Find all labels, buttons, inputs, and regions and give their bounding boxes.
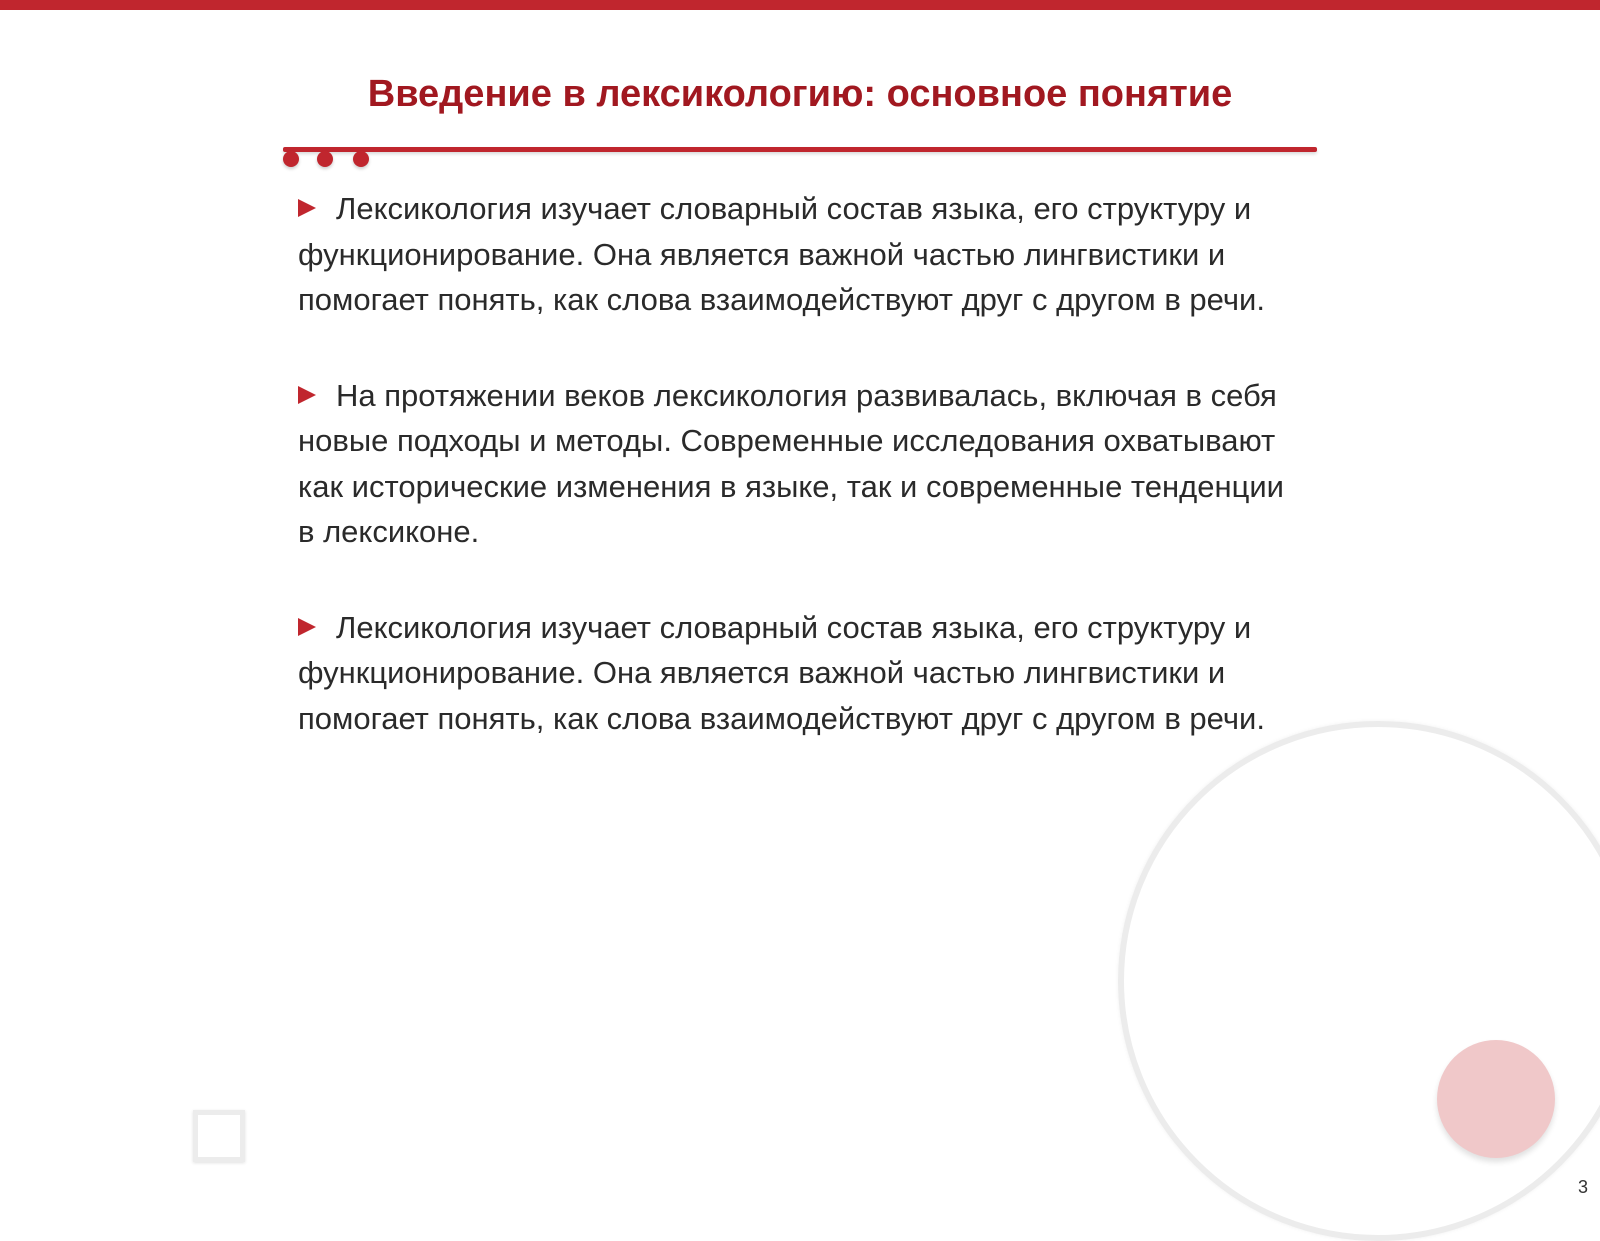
underline-dot-3 — [353, 151, 369, 167]
bullet-paragraph-2 — [298, 373, 1308, 555]
bullet-text-2: На протяжении веков лексикология развивалась, включая в себя новые подходы и методы. Современные исследования охватывают как исторические изменения в языке, так и современные тенденции в лексиконе. — [298, 377, 1284, 549]
page-number: 3 — [1577, 1177, 1588, 1197]
bullet-list — [298, 186, 1308, 791]
triangle-right-icon — [298, 386, 316, 404]
slide-title: Введение в лексикологию: основное понятие — [367, 73, 1233, 115]
bullet-text-1: Лексикология изучает словарный состав языка, его структуру и функционирование. Она является важной частью лингвистики и помогает понять, как слова взаимодействуют друг с другом в речи. — [298, 191, 1265, 317]
triangle-right-icon — [298, 618, 316, 636]
title-underline — [283, 147, 1317, 152]
decorative-square — [193, 1110, 245, 1162]
bullet-paragraph-1 — [298, 186, 1308, 323]
top-accent-bar — [0, 0, 1600, 10]
underline-dot-1 — [283, 151, 299, 167]
decorative-pink-circle — [1437, 1040, 1555, 1158]
decorative-ring — [1118, 721, 1600, 1241]
bullet-text-3: Лексикология изучает словарный состав языка, его структуру и функционирование. Она является важной частью лингвистики и помогает понять, как слова взаимодействуют друг с другом в речи. — [298, 609, 1265, 736]
triangle-right-icon — [298, 199, 316, 217]
bullet-paragraph-3 — [298, 605, 1308, 742]
underline-dot-2 — [317, 151, 333, 167]
